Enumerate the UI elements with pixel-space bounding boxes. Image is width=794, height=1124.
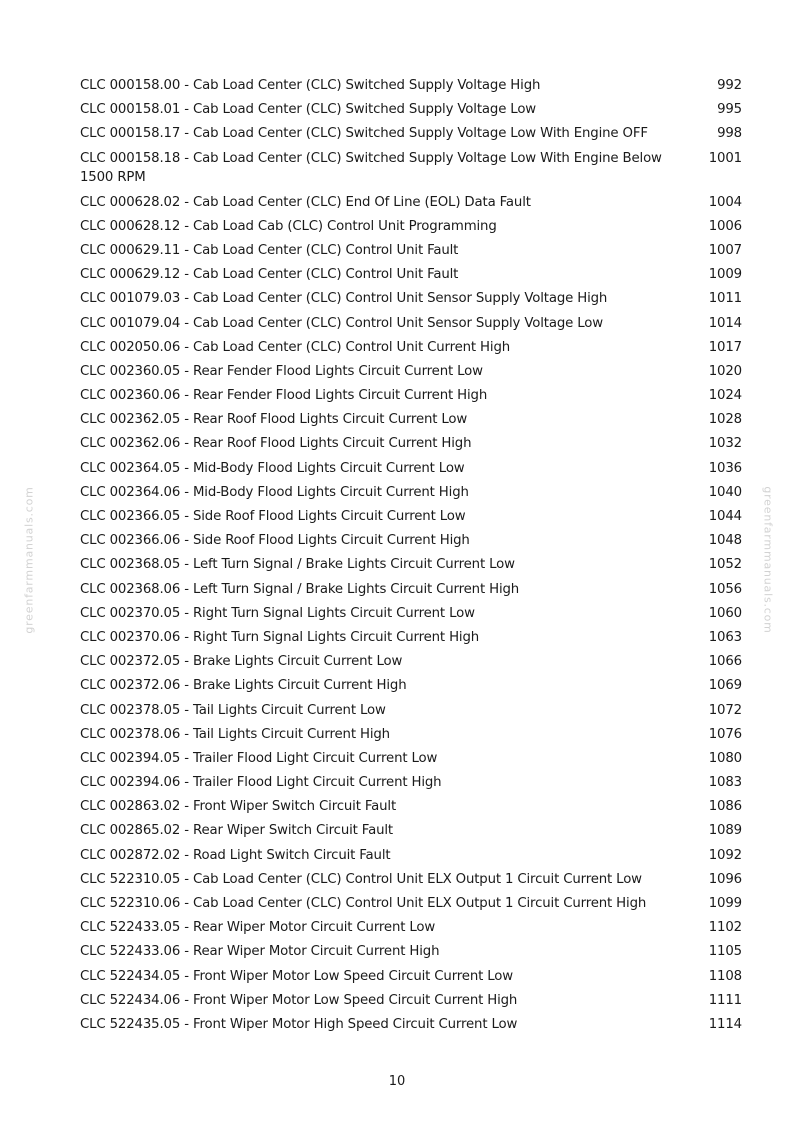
toc-row[interactable] [80, 289, 742, 313]
toc-row[interactable] [80, 797, 742, 821]
toc-page-number: 1014 [708, 315, 742, 331]
toc-page-number: 1114 [708, 1016, 742, 1032]
toc-page-number: 1083 [708, 775, 742, 791]
toc-row[interactable] [80, 555, 742, 579]
toc-page-number: 1080 [708, 750, 742, 766]
toc-row[interactable] [80, 967, 742, 991]
toc-page-number: 1020 [708, 363, 742, 379]
toc-page-number: 1044 [708, 509, 742, 524]
toc-page-number: 1096 [708, 871, 742, 887]
toc-row[interactable] [80, 193, 742, 217]
toc-entry-title[interactable]: CLC 522310.05 - Cab Load Center (CLC) Control Unit ELX Output 1 Circuit Current Low [80, 871, 642, 887]
toc-page-number: 1066 [708, 654, 742, 670]
toc-entry-title[interactable]: CLC 000628.02 - Cab Load Center (CLC) End Of Line (EOL) Data Fault [80, 194, 531, 210]
toc-page-number: 1011 [708, 291, 742, 307]
toc-row[interactable] [80, 846, 742, 870]
watermark-right: greenfarmmanuals.com [761, 486, 775, 634]
toc-page-number: 1056 [708, 581, 742, 597]
toc-entry-title[interactable]: CLC 000628.12 - Cab Load Cab (CLC) Control Unit Programming [80, 218, 497, 234]
toc-row[interactable] [80, 749, 742, 773]
toc-page-number: 1099 [708, 896, 742, 911]
toc-entry-title[interactable]: CLC 000158.01 - Cab Load Center (CLC) Switched Supply Voltage Low [80, 102, 537, 118]
toc-row[interactable] [80, 124, 742, 148]
toc-entry-title[interactable]: CLC 002378.06 - Tail Lights Circuit Current High [80, 726, 390, 742]
toc-row[interactable] [80, 410, 742, 434]
toc-entry-title[interactable]: CLC 002362.06 - Rear Roof Flood Lights Circuit Current High [80, 436, 472, 452]
toc-row[interactable] [80, 507, 742, 531]
toc-row[interactable] [80, 701, 742, 725]
toc-page-number: 998 [717, 126, 742, 142]
toc-row[interactable] [80, 652, 742, 676]
toc-entry-title[interactable]: CLC 002872.02 - Road Light Switch Circuit Fault [80, 847, 391, 863]
toc-page-number: 1108 [708, 968, 742, 984]
toc-entry-title[interactable]: CLC 002378.05 - Tail Lights Circuit Current Low [80, 702, 386, 718]
toc-page-number: 1052 [708, 557, 742, 573]
toc-page-number: 1072 [708, 702, 742, 718]
toc-entry-title[interactable]: CLC 000629.12 - Cab Load Center (CLC) Control Unit Fault [80, 267, 459, 283]
toc-row[interactable] [80, 942, 742, 966]
toc-page-number: 1001 [708, 150, 742, 166]
toc-entry-title[interactable]: CLC 002372.06 - Brake Lights Circuit Current High [80, 678, 407, 694]
toc-row[interactable] [80, 1015, 742, 1039]
toc-entry-title[interactable]: CLC 002394.05 - Trailer Flood Light Circuit Current Low [80, 750, 438, 766]
toc-row[interactable] [80, 483, 742, 507]
toc-page-number: 1032 [708, 436, 742, 452]
toc-entry-title[interactable]: CLC 522433.05 - Rear Wiper Motor Circuit Current Low [80, 920, 436, 936]
toc-page-number: 992 [717, 78, 742, 93]
toc-entry-title[interactable]: CLC 002366.06 - Side Roof Flood Lights Circuit Current High [80, 533, 470, 549]
toc-page-number: 1102 [708, 920, 742, 936]
toc-page-number: 1063 [708, 629, 742, 645]
toc-row[interactable] [80, 773, 742, 797]
toc-entry-title[interactable]: CLC 002370.06 - Right Turn Signal Lights Circuit Current High [80, 629, 480, 645]
toc-entry-title[interactable]: CLC 002372.05 - Brake Lights Circuit Current Low [80, 654, 403, 670]
toc-entry-title[interactable]: CLC 522435.05 - Front Wiper Motor High Speed Circuit Current Low [80, 1016, 518, 1032]
toc-page-number: 1024 [708, 388, 742, 404]
toc-row[interactable] [80, 628, 742, 652]
toc-row[interactable] [80, 894, 742, 918]
toc-entry-title[interactable]: CLC 000158.00 - Cab Load Center (CLC) Switched Supply Voltage High [80, 78, 541, 93]
toc-entry-title[interactable]: CLC 002364.05 - Mid-Body Flood Lights Circuit Current Low [80, 460, 465, 476]
toc-row[interactable] [80, 870, 742, 894]
toc-page-number: 1105 [708, 944, 742, 960]
toc-row[interactable] [80, 100, 742, 124]
toc-row[interactable] [80, 991, 742, 1015]
toc-row[interactable] [80, 314, 742, 338]
toc-page-number: 1111 [708, 992, 742, 1008]
toc-row[interactable] [80, 265, 742, 289]
toc-entry-title[interactable]: CLC 002368.06 - Left Turn Signal / Brake Lights Circuit Current High [80, 581, 520, 597]
toc-entry-title[interactable]: CLC 002394.06 - Trailer Flood Light Circuit Current High [80, 775, 442, 791]
toc-entry-title[interactable]: CLC 002863.02 - Front Wiper Switch Circuit Fault [80, 799, 397, 815]
toc-row[interactable] [80, 362, 742, 386]
toc-entry-title[interactable]: CLC 000158.18 - Cab Load Center (CLC) Switched Supply Voltage Low With Engine Below 1500 RPM [80, 150, 662, 185]
toc-page-number: 1092 [708, 847, 742, 863]
toc-row[interactable] [80, 241, 742, 265]
toc-entry-title[interactable]: CLC 002360.05 - Rear Fender Flood Lights Circuit Current Low [80, 363, 483, 379]
toc-page-number: 1089 [708, 823, 742, 839]
toc-page-number: 995 [717, 102, 742, 118]
toc-page-number: 1007 [708, 242, 742, 258]
toc-page-number: 1086 [708, 799, 742, 815]
toc-row[interactable] [80, 676, 742, 700]
toc-entry-title[interactable]: CLC 002360.06 - Rear Fender Flood Lights Circuit Current High [80, 388, 488, 404]
toc-page-number: 1048 [708, 533, 742, 549]
toc-entry-title[interactable]: CLC 002362.05 - Rear Roof Flood Lights Circuit Current Low [80, 412, 468, 428]
toc-page-number: 1009 [708, 267, 742, 283]
table-of-contents [80, 76, 742, 1039]
toc-entry-title[interactable]: CLC 002370.05 - Right Turn Signal Lights Circuit Current Low [80, 605, 475, 621]
toc-page-number: 1028 [708, 412, 742, 428]
toc-page-number: 1017 [708, 339, 742, 355]
toc-entry-title[interactable]: CLC 522434.05 - Front Wiper Motor Low Speed Circuit Current Low [80, 968, 513, 984]
toc-page-number: 1069 [708, 678, 742, 694]
toc-entry-title[interactable]: CLC 001079.03 - Cab Load Center (CLC) Control Unit Sensor Supply Voltage High [80, 291, 608, 307]
toc-row[interactable] [80, 386, 742, 410]
toc-row[interactable] [80, 217, 742, 241]
toc-page-number: 1006 [708, 218, 742, 234]
watermark-left: greenfarmmanuals.com [22, 486, 36, 634]
toc-row[interactable] [80, 76, 742, 100]
toc-entry-title[interactable]: CLC 522434.06 - Front Wiper Motor Low Speed Circuit Current High [80, 992, 518, 1008]
toc-entry-title[interactable]: CLC 002865.02 - Rear Wiper Switch Circuit Fault [80, 823, 393, 839]
toc-row[interactable] [80, 531, 742, 555]
toc-entry-title[interactable]: CLC 000629.11 - Cab Load Center (CLC) Control Unit Fault [80, 242, 459, 258]
toc-entry-title[interactable]: CLC 522310.06 - Cab Load Center (CLC) Control Unit ELX Output 1 Circuit Current High [80, 896, 647, 911]
toc-page-number: 1060 [708, 605, 742, 621]
toc-entry-title[interactable]: CLC 001079.04 - Cab Load Center (CLC) Control Unit Sensor Supply Voltage Low [80, 315, 603, 331]
toc-row[interactable] [80, 459, 742, 483]
toc-entry-title[interactable]: CLC 522433.06 - Rear Wiper Motor Circuit Current High [80, 944, 440, 960]
page-number: 10 [388, 1074, 406, 1089]
toc-page-number: 1040 [708, 484, 742, 500]
toc-row[interactable] [80, 821, 742, 845]
toc-entry-title[interactable]: CLC 002366.05 - Side Roof Flood Lights Circuit Current Low [80, 509, 466, 524]
toc-row[interactable] [80, 918, 742, 942]
toc-row[interactable] [80, 434, 742, 458]
toc-row[interactable] [80, 725, 742, 749]
toc-entry-title[interactable]: CLC 002050.06 - Cab Load Center (CLC) Control Unit Current High [80, 339, 511, 355]
toc-page-number: 1004 [708, 194, 742, 210]
toc-row[interactable] [80, 338, 742, 362]
toc-entry-title[interactable]: CLC 002368.05 - Left Turn Signal / Brake Lights Circuit Current Low [80, 557, 515, 573]
toc-entry-title[interactable]: CLC 002364.06 - Mid-Body Flood Lights Circuit Current High [80, 484, 469, 500]
toc-row[interactable] [80, 149, 742, 193]
toc-row[interactable] [80, 604, 742, 628]
toc-page-number: 1036 [708, 460, 742, 476]
toc-row[interactable] [80, 580, 742, 604]
toc-page-number: 1076 [708, 726, 742, 742]
toc-entry-title[interactable]: CLC 000158.17 - Cab Load Center (CLC) Switched Supply Voltage Low With Engine OFF [80, 126, 648, 142]
